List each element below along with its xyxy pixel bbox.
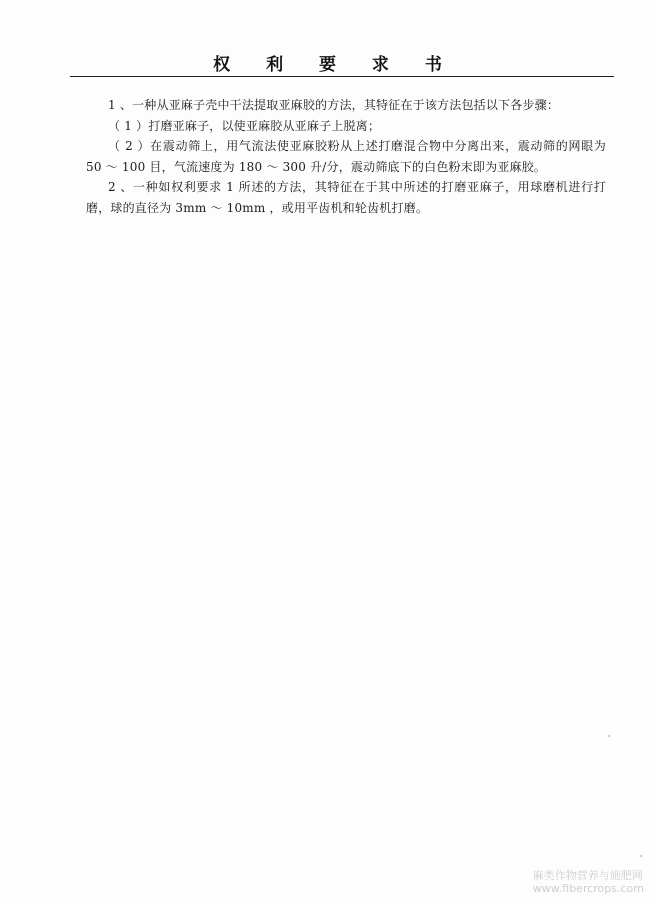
site-watermark (533, 869, 644, 895)
watermark-url: www.fibercrops.com (532, 882, 644, 895)
claims-body (86, 95, 606, 219)
claim-2: 2 、一种如权利要求 1 所述的方法，其特征在于其中所述的打磨亚麻子，用球磨机进行打磨，球的直径为 3mm ～ 10mm ，或用平齿机和轮齿机打磨。 (86, 180, 606, 215)
scan-speck (608, 735, 610, 737)
claim-1: 1 、一种从亚麻子壳中干法提取亚麻胶的方法，其特征在于该方法包括以下各步骤： (108, 98, 560, 112)
document-title: 权 利 要 求 书 (213, 55, 457, 75)
title-underline (70, 76, 614, 77)
claim-1-step-1: （ 1 ）打磨亚麻子，以使亚麻胶从亚麻子上脱离； (108, 118, 381, 133)
watermark-site-name: 麻类作物营养与施肥网 (532, 869, 643, 882)
scan-speck (640, 855, 642, 857)
claim-1-step-2: （ 2 ）在震动筛上，用气流法使亚麻胶粉从上述打磨混合物中分离出来，震动筛的网眼为 50 ～ 100 目，气流速度为 180 ～ 300 升/分，震动筛底下的白色粉末即为亚麻胶。 (86, 139, 606, 174)
